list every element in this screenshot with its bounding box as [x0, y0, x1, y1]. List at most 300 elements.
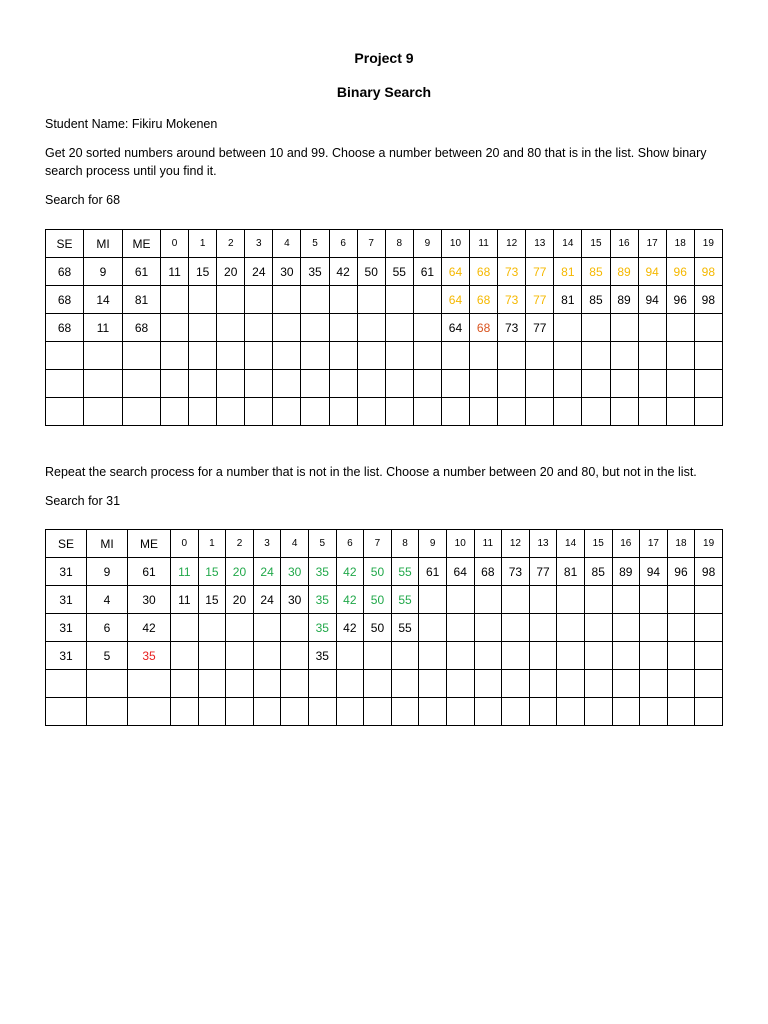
table-cell	[84, 370, 123, 398]
table-cell: 35	[308, 614, 336, 642]
table-cell	[666, 314, 694, 342]
table-cell: 98	[694, 258, 722, 286]
index-header: 8	[385, 230, 413, 258]
table-cell	[498, 342, 526, 370]
table-cell	[441, 370, 469, 398]
table-cell	[308, 670, 336, 698]
table-cell: 85	[582, 286, 610, 314]
table-cell	[253, 670, 281, 698]
table-cell: 68	[470, 258, 498, 286]
table-cell	[474, 698, 502, 726]
table-cell: 5	[87, 642, 128, 670]
table-cell	[161, 286, 189, 314]
table-cell	[419, 642, 447, 670]
table-cell	[336, 642, 364, 670]
table-cell	[391, 698, 419, 726]
table-cell: 68	[123, 314, 161, 342]
index-header: 3	[253, 530, 281, 558]
index-header: 14	[557, 530, 585, 558]
table-cell	[226, 614, 254, 642]
index-header: 15	[582, 230, 610, 258]
table-cell: 55	[391, 558, 419, 586]
table-cell: 85	[582, 258, 610, 286]
table-cell: 35	[301, 258, 329, 286]
table-cell	[474, 642, 502, 670]
student-name: Student Name: Fikiru Mokenen	[45, 117, 218, 131]
index-header: 7	[364, 530, 392, 558]
table-row	[46, 370, 723, 398]
table-cell	[695, 586, 723, 614]
table-cell	[502, 586, 530, 614]
table-cell: 64	[441, 286, 469, 314]
table-cell	[189, 398, 217, 426]
table-cell: 68	[470, 286, 498, 314]
index-header: 7	[357, 230, 385, 258]
table-cell	[84, 342, 123, 370]
table-cell	[189, 286, 217, 314]
table-row	[46, 286, 723, 314]
table-cell	[526, 398, 554, 426]
table-cell	[557, 698, 585, 726]
table-cell	[364, 642, 392, 670]
table-cell	[446, 698, 474, 726]
table-cell	[245, 398, 273, 426]
table-cell	[419, 698, 447, 726]
table-cell	[610, 314, 638, 342]
table-cell	[245, 286, 273, 314]
table-cell	[582, 398, 610, 426]
table-cell	[385, 398, 413, 426]
column-header-se: SE	[46, 530, 87, 558]
table-cell	[554, 314, 582, 342]
index-header: 4	[281, 530, 309, 558]
table-cell	[245, 370, 273, 398]
index-header: 18	[667, 530, 695, 558]
page-subtitle: Binary Search	[336, 84, 432, 100]
table-cell	[128, 670, 171, 698]
table-cell	[171, 642, 199, 670]
table-cell	[470, 370, 498, 398]
index-header: 6	[329, 230, 357, 258]
table-cell	[470, 398, 498, 426]
table-cell	[385, 370, 413, 398]
table-cell	[474, 586, 502, 614]
index-header: 0	[161, 230, 189, 258]
table-cell	[446, 586, 474, 614]
table-cell: 31	[46, 614, 87, 642]
table-cell	[301, 370, 329, 398]
index-header: 16	[612, 530, 640, 558]
table-cell	[502, 698, 530, 726]
table-cell	[441, 342, 469, 370]
index-header: 3	[245, 230, 273, 258]
table-cell: 31	[46, 586, 87, 614]
table-cell: 24	[253, 558, 281, 586]
table-cell	[640, 670, 668, 698]
table-cell	[385, 342, 413, 370]
table-cell	[638, 398, 666, 426]
table-cell: 77	[529, 558, 557, 586]
table-cell	[557, 614, 585, 642]
column-header-mi: MI	[84, 230, 123, 258]
table-cell: 94	[640, 558, 668, 586]
table-cell: 31	[46, 558, 87, 586]
table-cell	[667, 586, 695, 614]
table-cell	[123, 398, 161, 426]
table-cell	[612, 670, 640, 698]
table-cell	[584, 586, 612, 614]
index-header: 4	[273, 230, 301, 258]
table-cell	[666, 398, 694, 426]
table-cell	[526, 370, 554, 398]
index-header: 2	[226, 530, 254, 558]
table-cell	[217, 398, 245, 426]
table-cell: 14	[84, 286, 123, 314]
table-cell	[329, 398, 357, 426]
table-cell	[273, 314, 301, 342]
table-cell: 73	[498, 286, 526, 314]
index-header: 19	[694, 230, 722, 258]
table-cell: 9	[84, 258, 123, 286]
table-cell: 24	[253, 586, 281, 614]
table-cell: 68	[46, 258, 84, 286]
table-cell: 68	[46, 314, 84, 342]
table-cell: 55	[385, 258, 413, 286]
table-cell	[667, 698, 695, 726]
table-cell	[198, 614, 226, 642]
table-cell: 68	[474, 558, 502, 586]
index-header: 17	[640, 530, 668, 558]
table-cell	[253, 614, 281, 642]
table-cell	[281, 614, 309, 642]
index-header: 17	[638, 230, 666, 258]
table-row	[46, 586, 723, 614]
table-cell: 61	[413, 258, 441, 286]
table-cell: 81	[557, 558, 585, 586]
table-cell: 15	[198, 558, 226, 586]
table-cell: 68	[470, 314, 498, 342]
table-cell: 15	[189, 258, 217, 286]
index-header: 9	[419, 530, 447, 558]
index-header: 1	[189, 230, 217, 258]
table-cell	[529, 614, 557, 642]
table-cell	[198, 698, 226, 726]
table-cell	[357, 370, 385, 398]
table-cell: 89	[610, 258, 638, 286]
table-cell	[217, 286, 245, 314]
instructions-1-line-2: search process until you find it.	[45, 164, 217, 178]
table-cell	[529, 670, 557, 698]
table-cell	[46, 398, 84, 426]
table-cell	[336, 670, 364, 698]
table-cell	[281, 670, 309, 698]
table-cell: 77	[526, 258, 554, 286]
table-cell: 98	[695, 558, 723, 586]
table-cell	[217, 370, 245, 398]
table-cell: 42	[336, 586, 364, 614]
table-row	[46, 398, 723, 426]
table-cell: 4	[87, 586, 128, 614]
table-cell	[161, 342, 189, 370]
table-cell	[308, 698, 336, 726]
table-cell: 73	[498, 314, 526, 342]
table-cell	[554, 370, 582, 398]
table-cell	[638, 314, 666, 342]
table-cell	[364, 698, 392, 726]
table-cell	[329, 342, 357, 370]
table-cell	[667, 670, 695, 698]
table-cell	[189, 370, 217, 398]
table-cell: 94	[638, 286, 666, 314]
table-cell	[640, 586, 668, 614]
table-cell	[198, 670, 226, 698]
table-cell: 20	[226, 558, 254, 586]
table-cell: 98	[694, 286, 722, 314]
table-cell	[638, 342, 666, 370]
table-cell: 30	[273, 258, 301, 286]
index-header: 13	[529, 530, 557, 558]
table-cell: 96	[667, 558, 695, 586]
table-cell	[161, 370, 189, 398]
table-cell: 11	[171, 586, 199, 614]
table-cell	[584, 642, 612, 670]
table-row	[46, 342, 723, 370]
instructions-2: Repeat the search process for a number that is not in the list. Choose a number between 20 and 80, but not in the list.	[45, 465, 697, 479]
index-header: 9	[413, 230, 441, 258]
table-cell	[498, 370, 526, 398]
table-header-row	[46, 530, 723, 558]
table-cell	[281, 698, 309, 726]
table-cell: 61	[123, 258, 161, 286]
table-cell	[171, 698, 199, 726]
table-cell: 35	[308, 642, 336, 670]
table-cell	[301, 286, 329, 314]
table-cell	[557, 586, 585, 614]
table-cell	[638, 370, 666, 398]
table-cell: 73	[498, 258, 526, 286]
table-cell	[610, 370, 638, 398]
table-row	[46, 558, 723, 586]
table-cell: 55	[391, 614, 419, 642]
page-title: Project 9	[354, 50, 414, 66]
table-cell: 24	[245, 258, 273, 286]
index-header: 15	[584, 530, 612, 558]
table-cell	[526, 342, 554, 370]
column-header-me: ME	[123, 230, 161, 258]
table-cell: 42	[336, 614, 364, 642]
table-row	[46, 614, 723, 642]
table-cell: 35	[308, 586, 336, 614]
table-cell	[385, 286, 413, 314]
table-cell	[446, 642, 474, 670]
table-cell: 30	[281, 558, 309, 586]
table-cell	[413, 314, 441, 342]
table-cell: 35	[128, 642, 171, 670]
table-cell	[694, 398, 722, 426]
table-row	[46, 314, 723, 342]
table-cell	[446, 670, 474, 698]
table-cell	[301, 314, 329, 342]
table-cell	[584, 670, 612, 698]
table-cell: 42	[336, 558, 364, 586]
table-row	[46, 258, 723, 286]
binary-search-table-found	[45, 229, 723, 426]
table-cell	[171, 614, 199, 642]
table-cell	[189, 342, 217, 370]
table-cell: 11	[161, 258, 189, 286]
index-header: 12	[498, 230, 526, 258]
table-cell	[329, 314, 357, 342]
table-cell	[123, 370, 161, 398]
table-cell	[189, 314, 217, 342]
search-label-31: Search for 31	[45, 494, 121, 508]
table-cell	[245, 342, 273, 370]
table-cell	[584, 614, 612, 642]
index-header: 11	[470, 230, 498, 258]
table-cell	[557, 670, 585, 698]
table-cell	[582, 342, 610, 370]
table-cell	[87, 698, 128, 726]
table-cell: 81	[123, 286, 161, 314]
table-cell: 20	[226, 586, 254, 614]
table-cell	[582, 314, 610, 342]
table-cell	[640, 642, 668, 670]
table-cell	[612, 642, 640, 670]
table-cell	[357, 342, 385, 370]
table-cell	[301, 342, 329, 370]
table-cell	[273, 370, 301, 398]
table-row	[46, 670, 723, 698]
table-cell	[273, 342, 301, 370]
table-cell	[502, 642, 530, 670]
table-cell: 68	[46, 286, 84, 314]
table-cell: 20	[217, 258, 245, 286]
table-cell	[694, 314, 722, 342]
table-cell	[666, 342, 694, 370]
table-cell	[391, 670, 419, 698]
table-cell	[695, 698, 723, 726]
table-row	[46, 698, 723, 726]
table-cell: 50	[364, 586, 392, 614]
index-header: 19	[695, 530, 723, 558]
table-cell	[357, 286, 385, 314]
index-header: 2	[217, 230, 245, 258]
table-cell	[582, 370, 610, 398]
table-cell	[612, 614, 640, 642]
index-header: 6	[336, 530, 364, 558]
table-cell	[498, 398, 526, 426]
table-cell	[667, 614, 695, 642]
table-cell	[667, 642, 695, 670]
table-cell	[612, 586, 640, 614]
table-cell	[46, 698, 87, 726]
table-cell: 64	[441, 258, 469, 286]
column-header-se: SE	[46, 230, 84, 258]
table-cell	[46, 342, 84, 370]
table-cell: 96	[666, 286, 694, 314]
table-cell	[123, 342, 161, 370]
table-cell	[253, 698, 281, 726]
table-cell: 61	[128, 558, 171, 586]
table-cell	[610, 398, 638, 426]
table-cell: 30	[128, 586, 171, 614]
table-cell	[419, 614, 447, 642]
table-cell	[666, 370, 694, 398]
table-cell	[694, 342, 722, 370]
table-cell	[413, 370, 441, 398]
index-header: 11	[474, 530, 502, 558]
table-cell	[695, 670, 723, 698]
table-cell	[226, 670, 254, 698]
index-header: 14	[554, 230, 582, 258]
table-cell	[217, 342, 245, 370]
table-cell: 81	[554, 258, 582, 286]
table-cell	[695, 642, 723, 670]
table-cell	[419, 586, 447, 614]
table-cell	[554, 342, 582, 370]
table-cell	[198, 642, 226, 670]
table-cell: 55	[391, 586, 419, 614]
column-header-me: ME	[128, 530, 171, 558]
table-cell	[357, 314, 385, 342]
table-cell	[474, 670, 502, 698]
table-cell	[391, 642, 419, 670]
table-cell: 94	[638, 258, 666, 286]
table-row	[46, 642, 723, 670]
table-header-row	[46, 230, 723, 258]
table-cell	[273, 398, 301, 426]
table-cell: 50	[364, 558, 392, 586]
index-header: 10	[446, 530, 474, 558]
table-cell	[226, 642, 254, 670]
table-cell	[441, 398, 469, 426]
table-cell: 11	[84, 314, 123, 342]
table-cell: 77	[526, 286, 554, 314]
table-cell	[413, 398, 441, 426]
table-cell	[161, 314, 189, 342]
instructions-1-line-1: Get 20 sorted numbers around between 10 and 99. Choose a number between 20 and 80 that is in the list. Show binary	[45, 146, 707, 160]
table-cell: 9	[87, 558, 128, 586]
index-header: 1	[198, 530, 226, 558]
table-cell	[217, 314, 245, 342]
table-cell	[84, 398, 123, 426]
table-cell: 50	[357, 258, 385, 286]
table-cell: 61	[419, 558, 447, 586]
table-cell	[529, 642, 557, 670]
table-cell: 42	[329, 258, 357, 286]
table-cell: 89	[610, 286, 638, 314]
table-cell: 31	[46, 642, 87, 670]
table-cell	[357, 398, 385, 426]
table-cell	[554, 398, 582, 426]
table-cell: 77	[526, 314, 554, 342]
table-cell	[695, 614, 723, 642]
table-cell	[87, 670, 128, 698]
search-label-68: Search for 68	[45, 193, 121, 207]
table-cell	[584, 698, 612, 726]
table-cell	[128, 698, 171, 726]
table-cell: 64	[441, 314, 469, 342]
table-cell	[171, 670, 199, 698]
index-header: 5	[301, 230, 329, 258]
table-cell	[245, 314, 273, 342]
table-cell	[253, 642, 281, 670]
table-cell	[612, 698, 640, 726]
table-cell: 73	[502, 558, 530, 586]
table-cell: 6	[87, 614, 128, 642]
table-cell: 35	[308, 558, 336, 586]
table-cell	[470, 342, 498, 370]
